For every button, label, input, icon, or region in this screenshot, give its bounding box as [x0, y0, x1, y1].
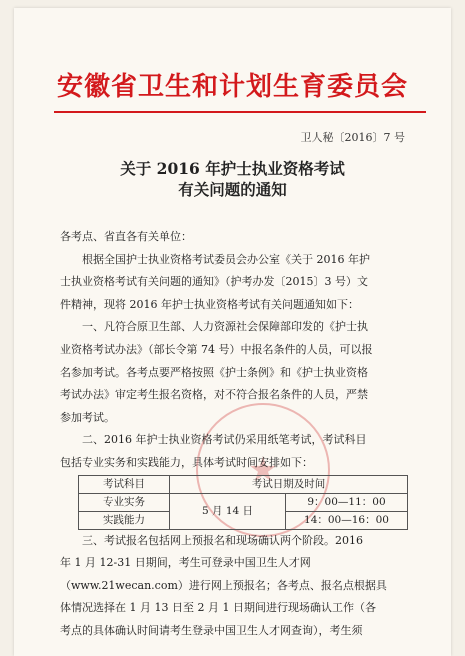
table-cell-subject: 专业实务 — [79, 493, 170, 511]
table-header-cell: 考试日期及时间 — [170, 475, 408, 493]
document-page — [14, 8, 451, 656]
table-cell-time: 9：00—11：00 — [286, 493, 408, 511]
paragraph-line: 件精神，现将 2016 年护士执业资格考试有关问题通知如下： — [60, 297, 359, 311]
table-header-row — [79, 475, 408, 493]
document-title — [14, 158, 451, 200]
paragraph-line: 考试办法》审定考生报名资格，对不符合报名条件的人员，严禁 — [60, 388, 368, 402]
paragraph-line: 名参加考试。各考点要严格按照《护士条例》和《护士执业资格 — [60, 365, 368, 379]
document-number: 卫人秘〔2016〕7 号 — [300, 131, 405, 144]
paragraph-line: 业资格考试办法》（部长令第 74 号）中报名条件的人员，可以报 — [60, 342, 373, 356]
paragraph-line: 二、2016 年护士执业资格考试仍采用纸笔考试，考试科目 — [82, 433, 367, 447]
paragraph-line: 一、凡符合原卫生部、人力资源社会保障部印发的《护士执 — [82, 320, 368, 334]
paragraph-line: 考点的具体确认时间请考生登录中国卫生人才网查询），考生须 — [60, 623, 363, 637]
document-body — [60, 226, 418, 643]
exam-schedule-table — [78, 475, 408, 530]
letterhead-divider — [54, 111, 426, 113]
paragraph-line: （www.21wecan.com）进行网上预报名；各考点、报名点根据具 — [60, 578, 387, 592]
salutation: 各考点、省直各有关单位： — [60, 230, 192, 243]
paragraph-line: 士执业资格考试有关问题的通知》（护考办发〔2015〕3 号）文 — [60, 275, 368, 289]
paragraph-line: 根据全国护士执业资格考试委员会办公室《关于 2016 年护 — [82, 252, 370, 266]
paragraph-line: 参加考试。 — [60, 410, 115, 424]
title-line-1: 关于 2016 年护士执业资格考试 — [120, 159, 345, 178]
table-row — [79, 493, 408, 511]
table-header-cell: 考试科目 — [79, 475, 170, 493]
paragraph-line: 体情况选择在 1 月 13 日至 2 月 1 日期间进行现场确认工作（各 — [60, 601, 376, 615]
paragraph-line: 三、考试报名包括网上预报名和现场确认两个阶段。2016 — [82, 533, 363, 547]
paragraph-line: 年 1 月 12-31 日期间，考生可登录中国卫生人才网 — [60, 556, 311, 570]
letterhead-organization: 安徽省卫生和计划生育委员会 — [56, 72, 408, 102]
paragraph-line: 包括专业实务和实践能力，具体考试时间安排如下： — [60, 455, 313, 469]
table-cell-time: 14：00—16：00 — [286, 511, 408, 529]
table-cell-date: 5 月 14 日 — [170, 493, 286, 529]
title-line-2: 有关问题的通知 — [178, 180, 287, 199]
table-cell-subject: 实践能力 — [79, 511, 170, 529]
